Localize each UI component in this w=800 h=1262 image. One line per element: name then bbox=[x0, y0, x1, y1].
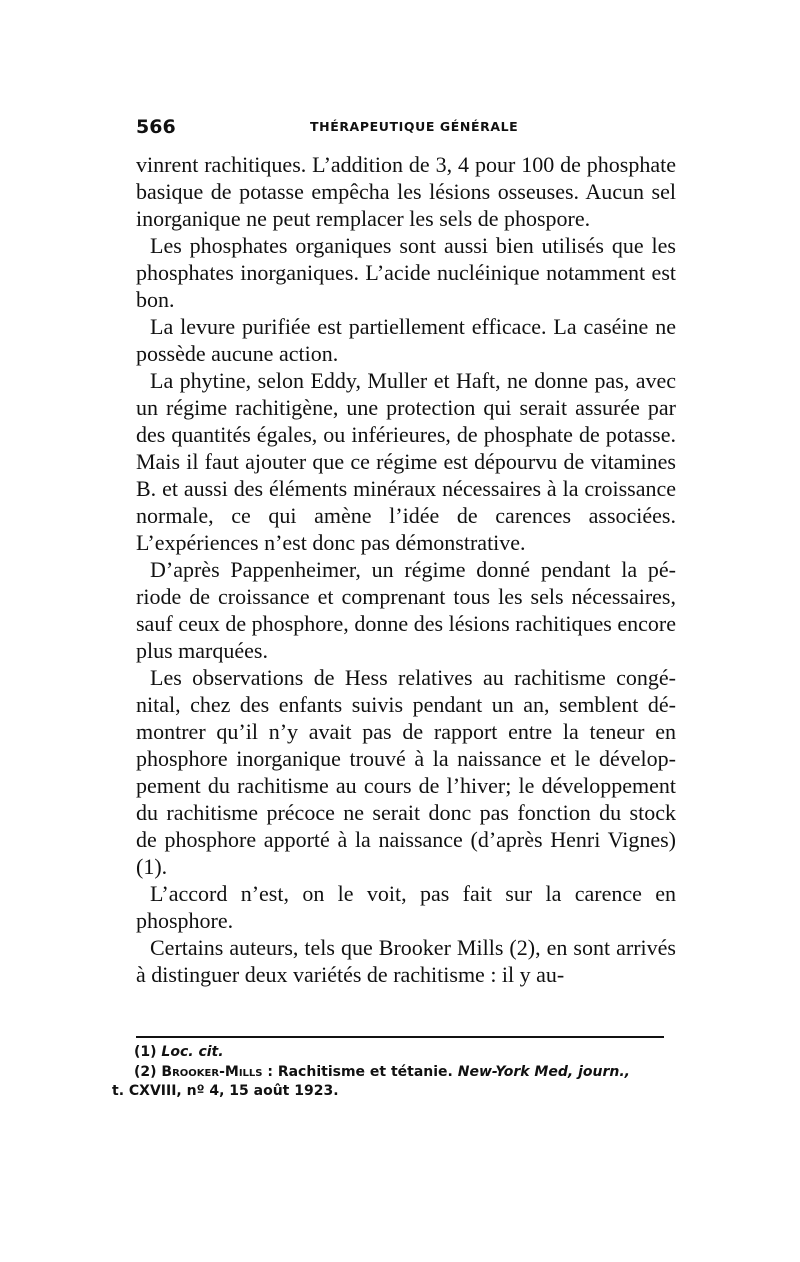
paragraph: vinrent rachitiques. L’addition de 3, 4 pour 100 de phosphate basique de potasse empêcha les lésions osseuses. Aucun sel inorganique ne peut remplacer les sels de phospore. bbox=[136, 152, 676, 231]
footnote-1 bbox=[112, 1043, 682, 1063]
footnote-journal: New-York Med, journ., bbox=[457, 1063, 630, 1080]
page-header bbox=[136, 116, 676, 142]
running-title: THÉRAPEUTIQUE GÉNÉRALE bbox=[310, 119, 519, 134]
footnote-2-reference: t. CXVIII, nº 4, 15 août 1923. bbox=[112, 1083, 339, 1099]
footnote-title: : Rachitisme et tétanie. bbox=[262, 1063, 458, 1080]
paragraph: Certains auteurs, tels que Brooker Mills (2), en sont arrivés à distinguer deux variétés de rachitisme : il y au- bbox=[136, 935, 676, 987]
paragraph: D’après Pappenheimer, un régime donné pendant la période de croissance et comprenant tous les sels nécessaires, sauf ceux de phosphore, donne des lésions rachitiques encore plus marquées. bbox=[136, 557, 676, 663]
footnote-marker: (1) bbox=[134, 1044, 157, 1060]
footnote-divider bbox=[136, 1036, 664, 1038]
paragraph: L’accord n’est, on le voit, pas fait sur la carence en phosphore. bbox=[136, 881, 676, 933]
page-number: 566 bbox=[136, 116, 176, 138]
paragraph: La levure purifiée est partiellement efficace. La caséine ne possède aucune action. bbox=[136, 314, 676, 366]
paragraph: Les observations de Hess relatives au rachitisme congénital, chez des enfants suivis pendant un an, semblent démontrer qu’il n’y avait pas de rapport entre la teneur en phosphore inorganique trouvé à la naissance et le développement du rachitisme au cours de l’hiver; le développement du rachitisme précoce ne serait donc pas fonction du stock de phosphore apporté à la naissance (d’après Henri Vignes) (1). bbox=[136, 665, 676, 879]
footnote-author: Brooker-Mills bbox=[161, 1063, 263, 1080]
paragraph: La phytine, selon Eddy, Muller et Haft, ne donne pas, avec un régime rachitigène, une protection qui serait assurée par des quantités égales, ou inférieures, de phosphate de potasse. Mais il faut ajouter que ce régime est dépourvu de vitamines B. et aussi des éléments minéraux nécessaires à la croissance normale, ce qui amène l’idée de carences associées. L’expériences n’est donc pas démonstrative. bbox=[136, 368, 676, 555]
footnote-marker: (2) bbox=[134, 1063, 157, 1080]
footnotes bbox=[112, 1043, 682, 1102]
body-text bbox=[136, 151, 676, 988]
footnote-2 bbox=[112, 1063, 682, 1083]
footnote-text: Loc. cit. bbox=[161, 1044, 224, 1060]
paragraph: Les phosphates organiques sont aussi bien utilisés que les phosphates inorganiques. L’acide nucléinique notamment est bon. bbox=[136, 233, 676, 312]
